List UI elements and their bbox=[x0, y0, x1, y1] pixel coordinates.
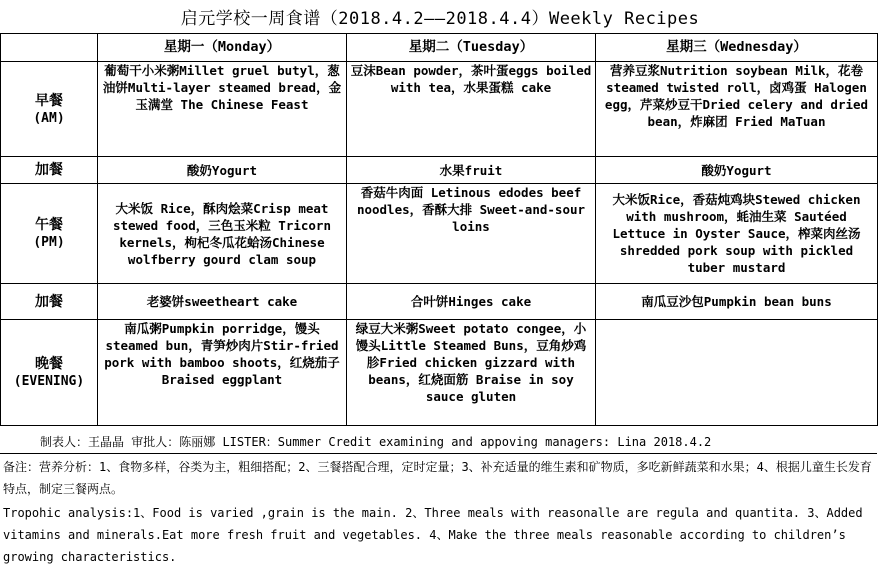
snack2-row bbox=[1, 284, 878, 320]
dinner-label bbox=[1, 320, 98, 426]
breakfast-label bbox=[1, 62, 98, 157]
snack2-label-cn: 加餐 bbox=[35, 293, 63, 310]
lunch-label bbox=[1, 184, 98, 284]
lunch-label-en: (PM) bbox=[33, 235, 65, 250]
snack1-label-cn: 加餐 bbox=[35, 162, 63, 178]
corner-cell bbox=[1, 34, 98, 62]
dinner-tuesday: 绿豆大米粥Sweet potato congee，小馒头Little Steamed Buns，豆角炒鸡胗Fried chicken gizzard with beans，红烧面筋 Braise in soy sauce gluten bbox=[347, 320, 596, 426]
snack1-wednesday: 酸奶Yogurt bbox=[596, 157, 878, 184]
lunch-row bbox=[1, 184, 878, 284]
breakfast-wednesday: 营养豆浆Nutrition soybean Milk，花卷steamed twisted roll，卤鸡蛋 Halogen egg，芹菜炒豆干Dried celery and dried bean，炸麻团 Fried MaTuan bbox=[596, 62, 878, 157]
dinner-label-cn: 晚餐 bbox=[35, 356, 63, 372]
day-header-monday: 星期一（Monday） bbox=[98, 34, 347, 62]
breakfast-tuesday: 豆沫Bean powder，茶叶蛋eggs boiled with tea，水果蛋糕 cake bbox=[347, 62, 596, 157]
footer-divider bbox=[0, 453, 877, 454]
snack2-tuesday: 合叶饼Hinges cake bbox=[347, 284, 596, 320]
breakfast-label-cn: 早餐 bbox=[35, 92, 63, 109]
dinner-monday: 南瓜粥Pumpkin porridge，馒头steamed bun，青笋炒肉片Stir-fried pork with bamboo shoots，红烧茄子Braised eggplant bbox=[98, 320, 347, 426]
lister-line: 制表人：王晶晶 审批人：陈丽娜 LISTER：Summer Credit examining and appoving managers: Lina 2018.4.2 bbox=[40, 435, 712, 449]
lunch-monday: 大米饭 Rice，酥肉烩菜Crisp meat stewed food，三色玉米粒 Tricorn kernels，枸杞冬瓜花蛤汤Chinese wolfberry gourd clam soup bbox=[98, 184, 347, 284]
weekly-menu-table bbox=[0, 33, 878, 426]
nutrition-note-en: Tropohic analysis:1、Food is varied ,grain is the main. 2、Three meals with reasonalle are regula and quantita. 3、Added vitamins and minerals.Eat more fresh fruit and vegetables. 4、Make the three meals reasonable according to children’s growing characteristics. bbox=[3, 506, 863, 564]
breakfast-monday: 葡萄干小米粥Millet gruel butyl，葱油饼Multi-layer steamed bread，金玉满堂 The Chinese Feast bbox=[98, 62, 347, 157]
snack2-wednesday: 南瓜豆沙包Pumpkin bean buns bbox=[596, 284, 878, 320]
day-header-wednesday: 星期三（Wednesday） bbox=[596, 34, 878, 62]
page-title: 启元学校一周食谱（2018.4.2——2018.4.4）Weekly Recipes bbox=[180, 9, 700, 29]
dinner-label-en: (EVENING) bbox=[13, 374, 85, 389]
dinner-row bbox=[1, 320, 878, 426]
lunch-tuesday: 香菇牛肉面 Letinous edodes beef noodles，香酥大排 Sweet-and-sour loins bbox=[347, 184, 596, 284]
header-row bbox=[1, 34, 878, 62]
lunch-wednesday: 大米饭Rice，香菇炖鸡块Stewed chicken with mushroom，蚝油生菜 Sautéed Lettuce in Oyster Sauce，榨菜肉丝汤shredded pork soup with pickled tuber mustard bbox=[596, 184, 878, 284]
snack1-monday: 酸奶Yogurt bbox=[98, 157, 347, 184]
day-header-tuesday: 星期二（Tuesday） bbox=[347, 34, 596, 62]
snack1-row bbox=[1, 157, 878, 184]
nutrition-note-cn: 备注：营养分析：1、食物多样，谷类为主，粗细搭配；2、三餐搭配合理，定时定量；3、补充适量的维生素和矿物质，多吃新鲜蔬菜和水果；4、根据儿童生长发育特点，制定三餐两点。 bbox=[3, 460, 872, 496]
snack2-monday: 老婆饼sweetheart cake bbox=[98, 284, 347, 320]
breakfast-label-en: (AM) bbox=[33, 110, 65, 126]
breakfast-row bbox=[1, 62, 878, 157]
dinner-wednesday bbox=[596, 320, 878, 426]
snack1-tuesday: 水果fruit bbox=[347, 157, 596, 184]
snack2-label bbox=[1, 284, 98, 320]
snack1-label bbox=[1, 157, 98, 184]
lunch-label-cn: 午餐 bbox=[35, 217, 63, 233]
